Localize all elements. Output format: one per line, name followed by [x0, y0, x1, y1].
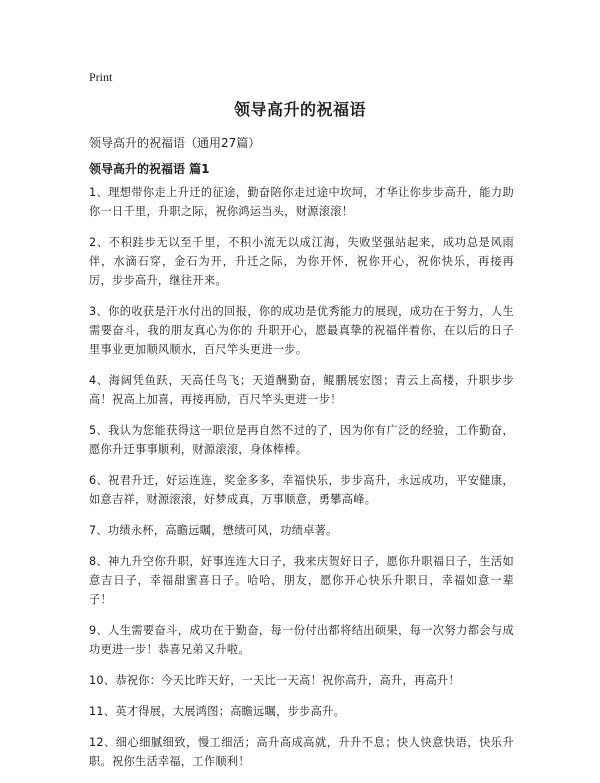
paragraph-1: 1、理想带你走上升迁的征途，勤奋陪你走过途中坎坷，才华让你步步高升，能力助你一日千里，升职之际，祝你鸿运当头，财源滚滚！ [89, 186, 514, 218]
paragraph-12: 12、细心细腻细致，慢工细活；高升高成高就，升升不息；快人快意快语，快乐升职。祝你生活幸福，工作顺利！ [89, 736, 514, 768]
paragraph-11: 11、英才得展，大展鸿图；高瞻远瞩，步步高升。 [89, 705, 346, 718]
paragraph-6: 6、祝君升迁，好运连连，奖金多多，幸福快乐，步步高升，永远成功，平安健康，如意吉祥，财源滚滚，好梦成真，万事顺意，勇攀高峰。 [89, 474, 514, 506]
paragraph-8: 8、神九升空你升职，好事连连大日子，我来庆贺好日子，愿你升职福日子，生活如意吉日子，幸福甜蜜喜日子。哈哈，朋友，愿你开心快乐升职日，幸福如意一辈子！ [89, 555, 514, 606]
print-label[interactable]: Print [89, 70, 113, 84]
page-title: 领导高升的祝福语 [233, 100, 366, 119]
document-subtitle: 领导高升的祝福语（通用27篇） [89, 136, 261, 150]
paragraph-3: 3、你的收获是汗水付出的回报，你的成功是优秀能力的展现，成功在于努力，人生需要奋斗，我的朋友真心为你的 升职开心，愿最真挚的祝福伴着你，在以后的日子里事业更加顺风顺水，百尺竿头更进一步。 [89, 305, 514, 356]
blessings-list [89, 183, 514, 783]
paragraph-5: 5、我认为您能获得这一职位是再自然不过的了，因为你有广泛的经验，工作勤奋，愿你升迁事事顺利，财源滚滚，身体棒棒。 [89, 424, 514, 456]
section-heading: 领导高升的祝福语 篇1 [89, 162, 210, 176]
paragraph-2: 2、不积跬步无以至千里，不积小流无以成江海，失败坚强站起来，成功总是风雨伴，水滴石穿，金石为开，升迁之际，为你开怀，祝你开心，祝你快乐，再接再厉，步步高升，继往开来。 [89, 236, 514, 287]
paragraph-10: 10、恭祝你：今天比昨天好，一天比一天高！祝你高升，高升，再高升！ [89, 674, 460, 687]
paragraph-9: 9、人生需要奋斗，成功在于勤奋，每一份付出都将结出硕果，每一次努力都会与成功更进一步！恭喜兄弟又升啦。 [89, 624, 514, 656]
paragraph-4: 4、海阔凭鱼跃，天高任鸟飞；天道酬勤奋，鲲鹏展宏图；青云上高楼，升职步步高！祝高上加喜，再接再励，百尺竿头更进一步！ [89, 374, 514, 406]
paragraph-7: 7、功绩永杯，高瞻远瞩，懋绩可风，功绩卓著。 [89, 524, 338, 537]
